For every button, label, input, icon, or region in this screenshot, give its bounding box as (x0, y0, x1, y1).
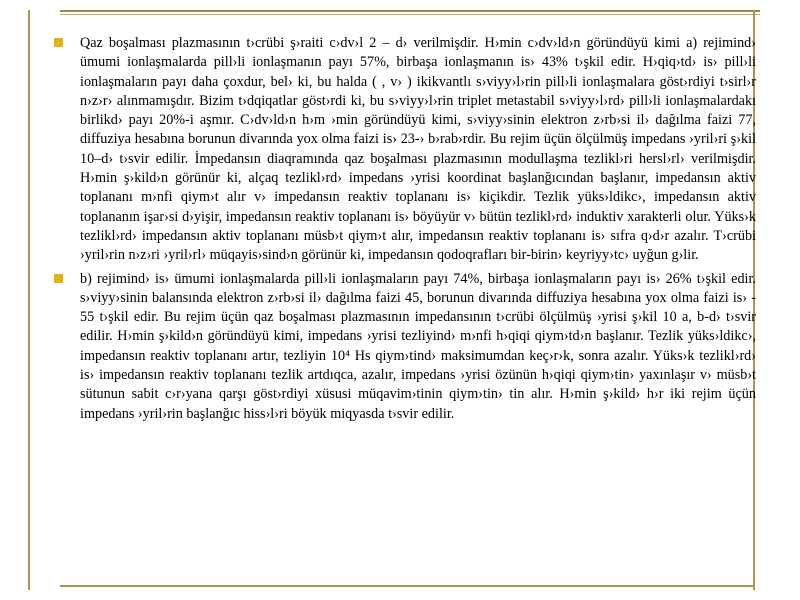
square-bullet-icon (54, 38, 63, 47)
slide-frame-top-inner (60, 14, 760, 15)
paragraph-regime-b: b) rejimind› is› ümumi ionlaşmalarda pill›li ionlaşmaların payı 74%, birbaşa ionlaşmaların payı is› 26% t›şkil edir. s›viyy›sinin balansında elektron z›rb›si il› dağılma faizi 45, borunun divarında diffuziya hesabına yox olma faizi is› - 55 t›şkil edir. Bu rejim üçün qaz boşalması plazmasının impedansının t›crübi ölçülmüş ›yrisi ş›kil 10 a, b-d› t›svir edilir. H›min ş›kild›n göründüyü kimi, impedans ›yrisi tezliyind› m›nfi h›qiqi qiym›td›n başlanır. Tezlik yüks›ldikc›, impedansın reaktiv toplananı artır, tezliyin 10⁴ Hs qiym›tind› maksimumdan keç›r›k, sonra azalır. Yüks›k tezlikl›rd› is› impedansın reaktiv toplananı tezlik artdıqca, azalır, impedans ›yrisi özünün h›qiqi qiym›tin› yaxınlaşır v› müsb›t sütunun sabit c›r›yana qarşı göst›rdiyi xüsusi müqavim›tinin qiym›tin› tin alır. H›min ş›kild› h›r iki rejim üçün impedans ›yril›rin başlanğıc hiss›l›ri böyük miqyasda t›svir edilir. (80, 270, 756, 422)
slide-frame-left (28, 10, 30, 590)
slide-content (50, 34, 756, 428)
slide-frame-bottom (60, 585, 755, 587)
bullet-item-a (50, 34, 756, 266)
paragraph-regime-a: Qaz boşalması plazmasının t›crübi ş›raiti c›dv›l 2 – d› verilmişdir. H›min c›dv›ld›n göründüyü kimi a) rejimind› ümumi ionlaşmalarda pill›li ionlaşmanın payı 57%, birbaşa ionlaşmanın is› 43% t›şkil edir. H›qiq›td› is› pill›li ionlaşmaların payı daha çoxdur, bel› ki, bu halda ( , v› ) ikikvantlı s›viyy›l›rin pill›li ionlaşmalara göst›rdiyi t›sirl›r n›z›r› alınmamışdır. Bizim t›dqiqatlar göst›rdi ki, bu s›viyy›l›rin triplet metastabil s›viyy›l›rd› pill›li ionlaşmalardakı birlikd› payı 20%-i aşmır. C›dv›ld›n h›m ›min göründüyü kimi, s›viyy›sinin elektron z›rb›si il› dağılma faizi 77, diffuziya hesabına borunun divarında yox olma faizi is› 23-› b›rab›rdir. Bu rejim üçün ölçülmüş impedans ›yril›ri ş›kil 10–d› t›svir edilir. İmpedansın diaqramında qaz boşalması plazmasının modullaşma tezlikl›ri hersl›rl› verilmişdir. H›min ş›kild›n görünür ki, alçaq tezlikl›rd› impedans ›yrisi koordinat başlanğıcından başlanır, impedansın aktiv toplananı m›nfi qiym›t alır v› impedansın reaktiv toplananı is› kiçikdir. Tezlik yüks›ldikc›, impedansın aktiv toplananın işar›si d›yişir, impedansın reaktiv toplananı is› böyüyür v› bütün tezlikl›rd› induktiv xarakterli olur. Yüks›k tezlikl›rd› impedansın aktiv toplananı müsb›t qiym›t alır, impedansın reaktiv toplananı is› sıfra q›d›r azalır. T›crübi ›yril›rin n›z›ri ›yril›rl› müqayis›sind›n görünür ki, impedansın qodoqrafları bir-birin› keyriyy›tc› uyğun g›lir. (80, 35, 756, 264)
slide-frame-top (60, 10, 760, 12)
square-bullet-icon (54, 274, 63, 283)
bullet-item-b (50, 270, 756, 424)
